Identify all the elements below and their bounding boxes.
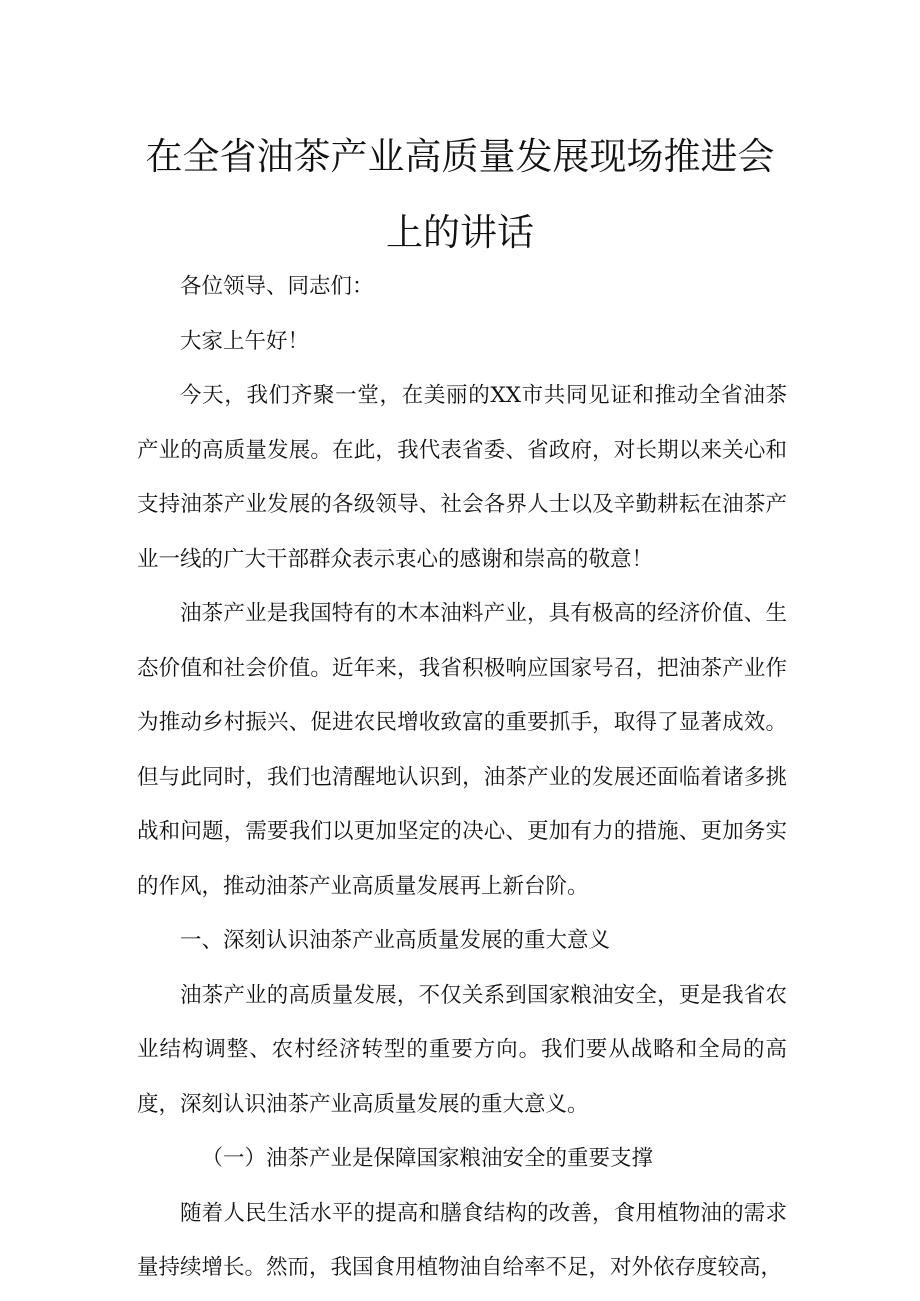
subsection-heading: （一）油茶产业是保障国家粮油安全的重要支撑: [201, 1146, 654, 1171]
document-title-line-1: 在全省油茶产业高质量发展现场推进会: [145, 135, 775, 178]
section-heading: 一、深刻认识油茶产业高质量发展的重大意义: [180, 928, 611, 953]
body-paragraph: 随着人民生活水平的提高和膳食结构的改善，食用植物油的需求量持续增长。然而，我国食用植物油自给率不足，对外依存度较高，: [137, 1200, 787, 1280]
body-paragraph: 今天，我们齐聚一堂，在美丽的XX市共同见证和推动全省油茶产业的高质量发展。在此，我代表省委、省政府，对长期以来关心和支持油茶产业发展的各级领导、社会各界人士以及辛勤耕耘在油茶产业一线的广大干部群众表示衷心的感谢和崇高的敬意！: [137, 383, 787, 572]
body-paragraph: 油茶产业是我国特有的木本油料产业，具有极高的经济价值、生态价值和社会价值。近年来，我省积极响应国家号召，把油茶产业作为推动乡村振兴、促进农民增收致富的重要抓手，取得了显著成效。但与此同时，我们也清醒地认识到，油茶产业的发展还面临着诸多挑战和问题，需要我们以更加坚定的决心、更加有力的措施、更加务实的作风，推动油茶产业高质量发展再上新台阶。: [137, 601, 787, 899]
document-body: [137, 260, 787, 1296]
greeting: 大家上午好！: [180, 328, 310, 354]
body-paragraph: 油茶产业的高质量发展，不仅关系到国家粮油安全，更是我省农业结构调整、农村经济转型的重要方向。我们要从战略和全局的高度，深刻认识油茶产业高质量发展的重大意义。: [137, 982, 787, 1117]
document-title-line-2: 上的讲话: [386, 211, 534, 254]
salutation: 各位领导、同志们：: [180, 274, 374, 299]
